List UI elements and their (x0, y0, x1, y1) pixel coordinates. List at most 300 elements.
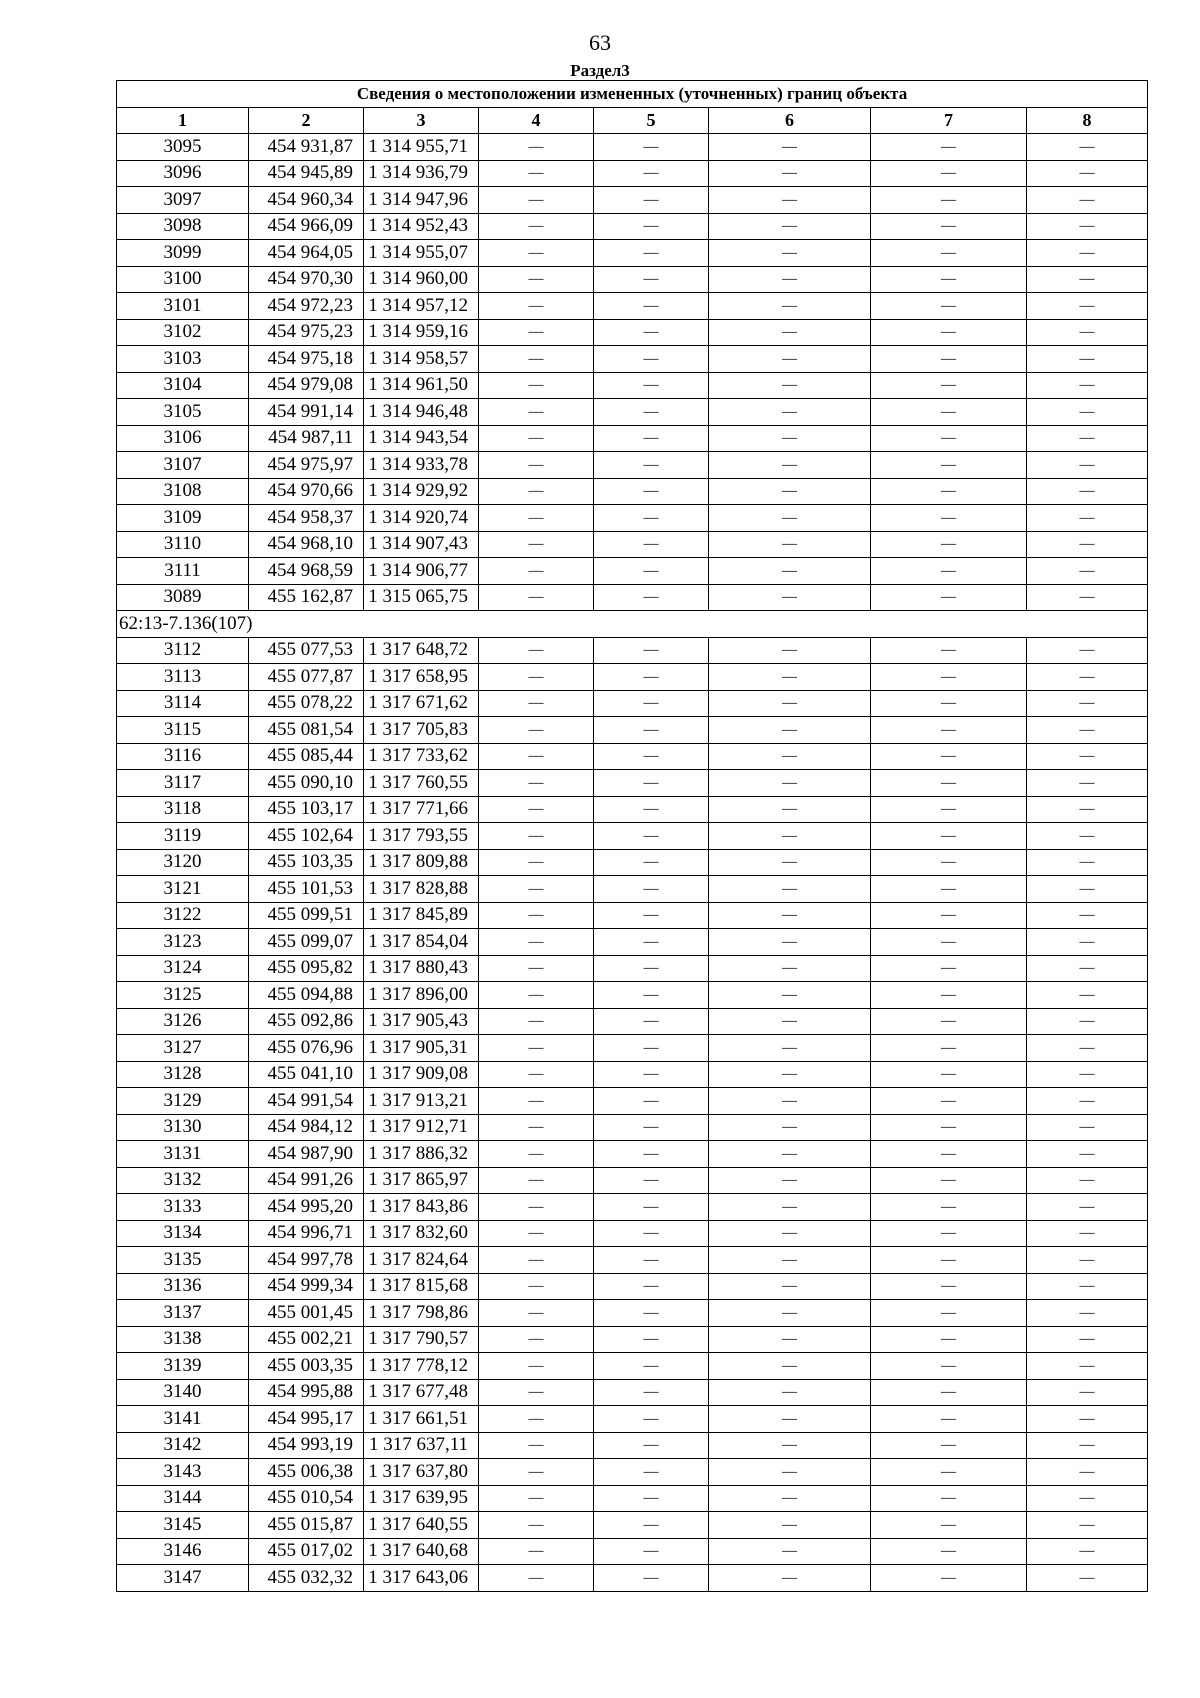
empty-value-cell: — (479, 425, 594, 452)
empty-value-cell: — (479, 955, 594, 982)
x-coordinate-cell: 455 081,54 (249, 717, 364, 744)
empty-value-cell: — (1027, 876, 1148, 903)
point-number-cell: 3097 (117, 187, 249, 214)
column-header: 3 (364, 107, 479, 134)
empty-value-cell: — (871, 240, 1027, 267)
x-coordinate-cell: 455 078,22 (249, 690, 364, 717)
column-header: 7 (871, 107, 1027, 134)
point-number-cell: 3139 (117, 1353, 249, 1380)
point-number-cell: 3096 (117, 160, 249, 187)
empty-value-cell: — (709, 505, 871, 532)
x-coordinate-cell: 455 015,87 (249, 1512, 364, 1539)
empty-value-cell: — (594, 134, 709, 161)
table-row (117, 770, 1148, 797)
empty-value-cell: — (1027, 319, 1148, 346)
empty-value-cell: — (479, 1326, 594, 1353)
y-coordinate-cell: 1 317 640,68 (364, 1538, 479, 1565)
empty-value-cell: — (1027, 770, 1148, 797)
x-coordinate-cell: 455 003,35 (249, 1353, 364, 1380)
point-number-cell: 3109 (117, 505, 249, 532)
x-coordinate-cell: 455 095,82 (249, 955, 364, 982)
empty-value-cell: — (709, 1300, 871, 1327)
table-row (117, 796, 1148, 823)
empty-value-cell: — (1027, 1406, 1148, 1433)
empty-value-cell: — (1027, 531, 1148, 558)
empty-value-cell: — (479, 1114, 594, 1141)
empty-value-cell: — (594, 849, 709, 876)
empty-value-cell: — (594, 1432, 709, 1459)
column-header: 6 (709, 107, 871, 134)
empty-value-cell: — (479, 399, 594, 426)
y-coordinate-cell: 1 315 065,75 (364, 584, 479, 611)
table-row (117, 478, 1148, 505)
table-row (117, 1061, 1148, 1088)
empty-value-cell: — (479, 1088, 594, 1115)
empty-value-cell: — (479, 1008, 594, 1035)
point-number-cell: 3140 (117, 1379, 249, 1406)
x-coordinate-cell: 455 162,87 (249, 584, 364, 611)
empty-value-cell: — (709, 1167, 871, 1194)
point-number-cell: 3144 (117, 1485, 249, 1512)
empty-value-cell: — (871, 1008, 1027, 1035)
empty-value-cell: — (479, 213, 594, 240)
table-row (117, 531, 1148, 558)
x-coordinate-cell: 455 041,10 (249, 1061, 364, 1088)
table-row (117, 1220, 1148, 1247)
empty-value-cell: — (1027, 1114, 1148, 1141)
table-row (117, 425, 1148, 452)
empty-value-cell: — (594, 1141, 709, 1168)
empty-value-cell: — (709, 796, 871, 823)
empty-value-cell: — (709, 425, 871, 452)
x-coordinate-cell: 455 094,88 (249, 982, 364, 1009)
x-coordinate-cell: 454 993,19 (249, 1432, 364, 1459)
empty-value-cell: — (1027, 1538, 1148, 1565)
empty-value-cell: — (1027, 955, 1148, 982)
empty-value-cell: — (1027, 213, 1148, 240)
empty-value-cell: — (594, 1353, 709, 1380)
empty-value-cell: — (479, 558, 594, 585)
empty-value-cell: — (594, 425, 709, 452)
y-coordinate-cell: 1 317 733,62 (364, 743, 479, 770)
empty-value-cell: — (709, 1459, 871, 1486)
y-coordinate-cell: 1 317 832,60 (364, 1220, 479, 1247)
y-coordinate-cell: 1 317 886,32 (364, 1141, 479, 1168)
point-number-cell: 3113 (117, 664, 249, 691)
x-coordinate-cell: 454 991,54 (249, 1088, 364, 1115)
y-coordinate-cell: 1 314 961,50 (364, 372, 479, 399)
empty-value-cell: — (594, 664, 709, 691)
point-number-cell: 3114 (117, 690, 249, 717)
x-coordinate-cell: 454 997,78 (249, 1247, 364, 1274)
table-row (117, 1194, 1148, 1221)
empty-value-cell: — (871, 1141, 1027, 1168)
point-number-cell: 3137 (117, 1300, 249, 1327)
empty-value-cell: — (871, 558, 1027, 585)
empty-value-cell: — (594, 293, 709, 320)
x-coordinate-cell: 454 970,30 (249, 266, 364, 293)
empty-value-cell: — (479, 929, 594, 956)
x-coordinate-cell: 455 017,02 (249, 1538, 364, 1565)
empty-value-cell: — (709, 743, 871, 770)
point-number-cell: 3138 (117, 1326, 249, 1353)
table-row (117, 1432, 1148, 1459)
x-coordinate-cell: 455 076,96 (249, 1035, 364, 1062)
y-coordinate-cell: 1 317 828,88 (364, 876, 479, 903)
empty-value-cell: — (1027, 1035, 1148, 1062)
empty-value-cell: — (1027, 1565, 1148, 1592)
empty-value-cell: — (871, 849, 1027, 876)
empty-value-cell: — (479, 187, 594, 214)
empty-value-cell: — (871, 876, 1027, 903)
y-coordinate-cell: 1 317 661,51 (364, 1406, 479, 1433)
point-number-cell: 3117 (117, 770, 249, 797)
y-coordinate-cell: 1 317 671,62 (364, 690, 479, 717)
point-number-cell: 3125 (117, 982, 249, 1009)
point-number-cell: 3132 (117, 1167, 249, 1194)
table-row (117, 690, 1148, 717)
section-label: Раздел3 (570, 61, 630, 80)
y-coordinate-cell: 1 314 952,43 (364, 213, 479, 240)
x-coordinate-cell: 454 931,87 (249, 134, 364, 161)
table-row (117, 849, 1148, 876)
empty-value-cell: — (709, 902, 871, 929)
empty-value-cell: — (871, 1353, 1027, 1380)
empty-value-cell: — (479, 1141, 594, 1168)
empty-value-cell: — (479, 1512, 594, 1539)
y-coordinate-cell: 1 317 677,48 (364, 1379, 479, 1406)
empty-value-cell: — (594, 982, 709, 1009)
empty-value-cell: — (594, 1194, 709, 1221)
empty-value-cell: — (1027, 1459, 1148, 1486)
empty-value-cell: — (871, 1512, 1027, 1539)
y-coordinate-cell: 1 317 771,66 (364, 796, 479, 823)
table-row (117, 823, 1148, 850)
point-number-cell: 3128 (117, 1061, 249, 1088)
empty-value-cell: — (594, 372, 709, 399)
column-header: 2 (249, 107, 364, 134)
table-row (117, 1485, 1148, 1512)
empty-value-cell: — (709, 1114, 871, 1141)
empty-value-cell: — (594, 319, 709, 346)
y-coordinate-cell: 1 317 809,88 (364, 849, 479, 876)
empty-value-cell: — (1027, 1088, 1148, 1115)
empty-value-cell: — (871, 134, 1027, 161)
empty-value-cell: — (1027, 266, 1148, 293)
y-coordinate-cell: 1 317 648,72 (364, 637, 479, 664)
x-coordinate-cell: 455 085,44 (249, 743, 364, 770)
empty-value-cell: — (709, 1353, 871, 1380)
table-row (117, 1459, 1148, 1486)
point-number-cell: 3123 (117, 929, 249, 956)
table-title: Сведения о местоположении измененных (уточненных) границ объекта (117, 81, 1148, 108)
empty-value-cell: — (1027, 1167, 1148, 1194)
empty-value-cell: — (871, 690, 1027, 717)
empty-value-cell: — (871, 1459, 1027, 1486)
empty-value-cell: — (709, 452, 871, 479)
table-row (117, 452, 1148, 479)
empty-value-cell: — (1027, 1247, 1148, 1274)
empty-value-cell: — (1027, 823, 1148, 850)
table-row (117, 293, 1148, 320)
empty-value-cell: — (594, 531, 709, 558)
point-number-cell: 3134 (117, 1220, 249, 1247)
empty-value-cell: — (594, 876, 709, 903)
empty-value-cell: — (479, 1565, 594, 1592)
empty-value-cell: — (594, 1538, 709, 1565)
empty-value-cell: — (479, 770, 594, 797)
empty-value-cell: — (594, 1565, 709, 1592)
empty-value-cell: — (594, 213, 709, 240)
empty-value-cell: — (1027, 452, 1148, 479)
empty-value-cell: — (871, 1273, 1027, 1300)
empty-value-cell: — (1027, 1273, 1148, 1300)
empty-value-cell: — (594, 1459, 709, 1486)
empty-value-cell: — (479, 478, 594, 505)
empty-value-cell: — (1027, 1326, 1148, 1353)
y-coordinate-cell: 1 317 640,55 (364, 1512, 479, 1539)
empty-value-cell: — (479, 1485, 594, 1512)
empty-value-cell: — (479, 637, 594, 664)
empty-value-cell: — (1027, 1353, 1148, 1380)
x-coordinate-cell: 454 945,89 (249, 160, 364, 187)
empty-value-cell: — (709, 531, 871, 558)
empty-value-cell: — (871, 1088, 1027, 1115)
y-coordinate-cell: 1 314 929,92 (364, 478, 479, 505)
empty-value-cell: — (871, 743, 1027, 770)
empty-value-cell: — (871, 770, 1027, 797)
empty-value-cell: — (871, 1061, 1027, 1088)
x-coordinate-cell: 455 032,32 (249, 1565, 364, 1592)
empty-value-cell: — (709, 160, 871, 187)
empty-value-cell: — (709, 319, 871, 346)
table-row (117, 213, 1148, 240)
point-number-cell: 3121 (117, 876, 249, 903)
empty-value-cell: — (871, 266, 1027, 293)
table-row (117, 505, 1148, 532)
empty-value-cell: — (871, 1538, 1027, 1565)
point-number-cell: 3116 (117, 743, 249, 770)
y-coordinate-cell: 1 317 793,55 (364, 823, 479, 850)
empty-value-cell: — (709, 1141, 871, 1168)
empty-value-cell: — (871, 637, 1027, 664)
empty-value-cell: — (479, 372, 594, 399)
empty-value-cell: — (709, 849, 871, 876)
empty-value-cell: — (871, 1326, 1027, 1353)
empty-value-cell: — (594, 1008, 709, 1035)
empty-value-cell: — (479, 1167, 594, 1194)
table-body (117, 134, 1148, 1592)
point-number-cell: 3126 (117, 1008, 249, 1035)
empty-value-cell: — (1027, 637, 1148, 664)
table-row (117, 1008, 1148, 1035)
point-number-cell: 3130 (117, 1114, 249, 1141)
empty-value-cell: — (1027, 1194, 1148, 1221)
empty-value-cell: — (594, 637, 709, 664)
empty-value-cell: — (479, 1538, 594, 1565)
x-coordinate-cell: 454 958,37 (249, 505, 364, 532)
table-row (117, 717, 1148, 744)
point-number-cell: 3107 (117, 452, 249, 479)
empty-value-cell: — (594, 1167, 709, 1194)
x-coordinate-cell: 454 975,97 (249, 452, 364, 479)
y-coordinate-cell: 1 317 905,43 (364, 1008, 479, 1035)
empty-value-cell: — (1027, 478, 1148, 505)
empty-value-cell: — (479, 1273, 594, 1300)
empty-value-cell: — (479, 1406, 594, 1433)
empty-value-cell: — (709, 399, 871, 426)
y-coordinate-cell: 1 317 637,11 (364, 1432, 479, 1459)
empty-value-cell: — (1027, 743, 1148, 770)
table-row (117, 1406, 1148, 1433)
empty-value-cell: — (871, 478, 1027, 505)
y-coordinate-cell: 1 317 815,68 (364, 1273, 479, 1300)
empty-value-cell: — (1027, 134, 1148, 161)
empty-value-cell: — (709, 1088, 871, 1115)
empty-value-cell: — (594, 160, 709, 187)
empty-value-cell: — (1027, 1008, 1148, 1035)
table-row (117, 637, 1148, 664)
y-coordinate-cell: 1 317 790,57 (364, 1326, 479, 1353)
empty-value-cell: — (594, 1379, 709, 1406)
y-coordinate-cell: 1 317 705,83 (364, 717, 479, 744)
table-row (117, 1035, 1148, 1062)
x-coordinate-cell: 455 077,87 (249, 664, 364, 691)
empty-value-cell: — (479, 134, 594, 161)
empty-value-cell: — (1027, 690, 1148, 717)
empty-value-cell: — (709, 134, 871, 161)
page-number: 63 (589, 30, 611, 55)
point-number-cell: 3146 (117, 1538, 249, 1565)
point-number-cell: 3124 (117, 955, 249, 982)
empty-value-cell: — (871, 1194, 1027, 1221)
empty-value-cell: — (594, 399, 709, 426)
point-number-cell: 3112 (117, 637, 249, 664)
empty-value-cell: — (709, 1432, 871, 1459)
empty-value-cell: — (594, 584, 709, 611)
empty-value-cell: — (1027, 1512, 1148, 1539)
x-coordinate-cell: 454 995,20 (249, 1194, 364, 1221)
table-row (117, 1167, 1148, 1194)
empty-value-cell: — (709, 664, 871, 691)
y-coordinate-cell: 1 317 843,86 (364, 1194, 479, 1221)
empty-value-cell: — (479, 293, 594, 320)
empty-value-cell: — (479, 160, 594, 187)
point-number-cell: 3104 (117, 372, 249, 399)
empty-value-cell: — (709, 770, 871, 797)
table-row (117, 929, 1148, 956)
table-row (117, 1512, 1148, 1539)
x-coordinate-cell: 454 975,18 (249, 346, 364, 373)
y-coordinate-cell: 1 317 865,97 (364, 1167, 479, 1194)
y-coordinate-cell: 1 314 906,77 (364, 558, 479, 585)
x-coordinate-cell: 455 010,54 (249, 1485, 364, 1512)
empty-value-cell: — (479, 1353, 594, 1380)
empty-value-cell: — (709, 637, 871, 664)
empty-value-cell: — (594, 505, 709, 532)
x-coordinate-cell: 454 966,09 (249, 213, 364, 240)
empty-value-cell: — (1027, 240, 1148, 267)
x-coordinate-cell: 454 960,34 (249, 187, 364, 214)
group-label: 62:13-7.136(107) (117, 611, 1148, 638)
empty-value-cell: — (479, 796, 594, 823)
y-coordinate-cell: 1 314 920,74 (364, 505, 479, 532)
empty-value-cell: — (709, 823, 871, 850)
point-number-cell: 3147 (117, 1565, 249, 1592)
x-coordinate-cell: 455 099,07 (249, 929, 364, 956)
point-number-cell: 3105 (117, 399, 249, 426)
empty-value-cell: — (1027, 664, 1148, 691)
empty-value-cell: — (1027, 558, 1148, 585)
table-row (117, 266, 1148, 293)
table-row (117, 1273, 1148, 1300)
point-number-cell: 3127 (117, 1035, 249, 1062)
x-coordinate-cell: 455 102,64 (249, 823, 364, 850)
table-row (117, 240, 1148, 267)
empty-value-cell: — (709, 876, 871, 903)
x-coordinate-cell: 455 092,86 (249, 1008, 364, 1035)
empty-value-cell: — (709, 558, 871, 585)
empty-value-cell: — (594, 1485, 709, 1512)
empty-value-cell: — (1027, 1220, 1148, 1247)
point-number-cell: 3103 (117, 346, 249, 373)
empty-value-cell: — (709, 187, 871, 214)
x-coordinate-cell: 455 077,53 (249, 637, 364, 664)
empty-value-cell: — (479, 1194, 594, 1221)
empty-value-cell: — (479, 531, 594, 558)
empty-value-cell: — (594, 1300, 709, 1327)
empty-value-cell: — (479, 584, 594, 611)
empty-value-cell: — (1027, 1432, 1148, 1459)
empty-value-cell: — (1027, 346, 1148, 373)
point-number-cell: 3120 (117, 849, 249, 876)
empty-value-cell: — (871, 1114, 1027, 1141)
point-number-cell: 3100 (117, 266, 249, 293)
empty-value-cell: — (709, 1194, 871, 1221)
y-coordinate-cell: 1 314 943,54 (364, 425, 479, 452)
empty-value-cell: — (479, 452, 594, 479)
empty-value-cell: — (479, 1432, 594, 1459)
empty-value-cell: — (871, 346, 1027, 373)
empty-value-cell: — (871, 1406, 1027, 1433)
empty-value-cell: — (1027, 1141, 1148, 1168)
empty-value-cell: — (709, 372, 871, 399)
point-number-cell: 3106 (117, 425, 249, 452)
empty-value-cell: — (479, 1220, 594, 1247)
y-coordinate-cell: 1 314 936,79 (364, 160, 479, 187)
empty-value-cell: — (1027, 187, 1148, 214)
empty-value-cell: — (1027, 584, 1148, 611)
empty-value-cell: — (594, 1406, 709, 1433)
empty-value-cell: — (709, 346, 871, 373)
y-coordinate-cell: 1 314 907,43 (364, 531, 479, 558)
empty-value-cell: — (709, 1565, 871, 1592)
empty-value-cell: — (871, 1485, 1027, 1512)
table-row (117, 558, 1148, 585)
empty-value-cell: — (871, 531, 1027, 558)
point-number-cell: 3143 (117, 1459, 249, 1486)
empty-value-cell: — (871, 293, 1027, 320)
y-coordinate-cell: 1 317 912,71 (364, 1114, 479, 1141)
empty-value-cell: — (594, 690, 709, 717)
x-coordinate-cell: 454 991,14 (249, 399, 364, 426)
empty-value-cell: — (479, 319, 594, 346)
column-header: 8 (1027, 107, 1148, 134)
x-coordinate-cell: 454 995,88 (249, 1379, 364, 1406)
empty-value-cell: — (479, 743, 594, 770)
y-coordinate-cell: 1 314 960,00 (364, 266, 479, 293)
y-coordinate-cell: 1 317 798,86 (364, 1300, 479, 1327)
